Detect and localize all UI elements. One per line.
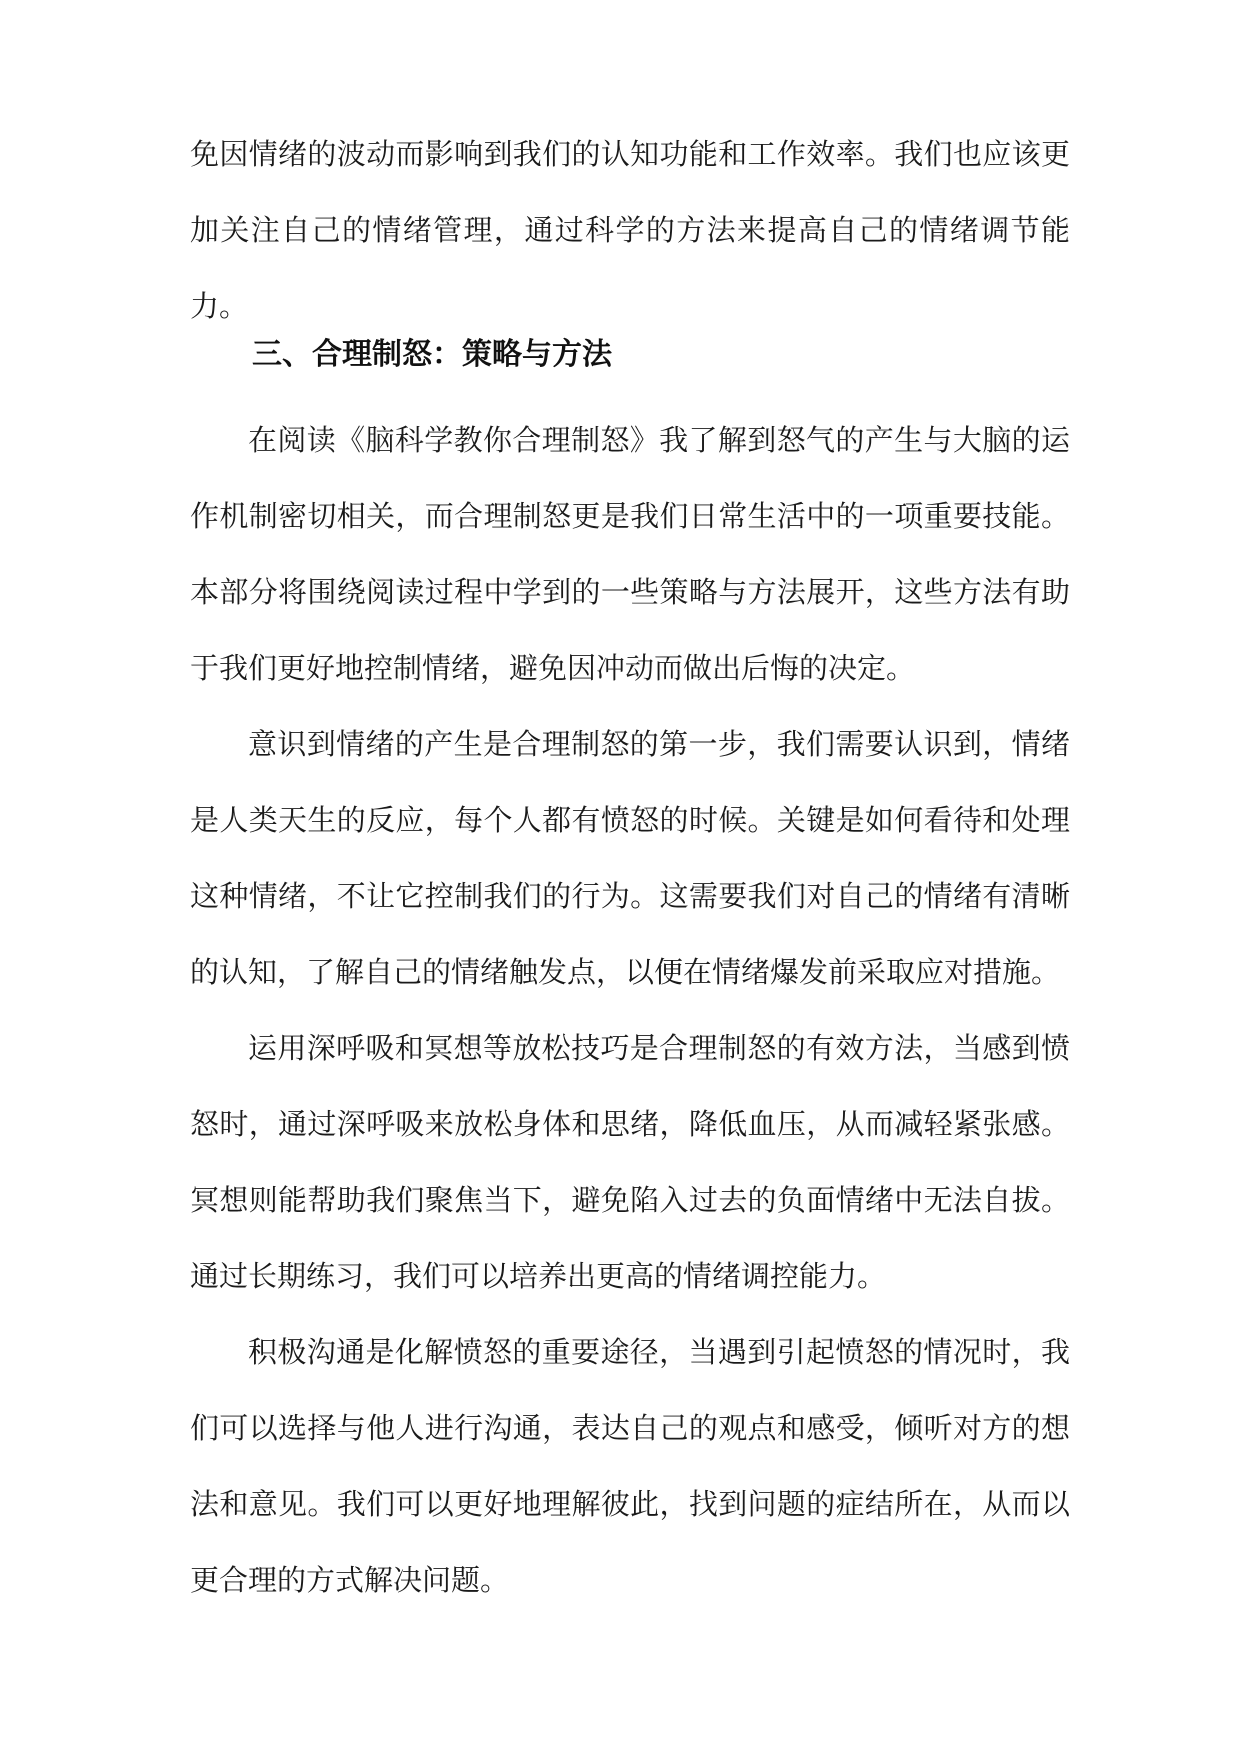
intro-paragraph: 免因情绪的波动而影响到我们的认知功能和工作效率。我们也应该更加关注自己的情绪管理，通过科学的方法来提高自己的情绪调节能力。 <box>190 137 1070 323</box>
paragraph-2: 意识到情绪的产生是合理制怒的第一步，我们需要认识到，情绪是人类天生的反应，每个人都有愤怒的时候。关键是如何看待和处理这种情绪，不让它控制我们的行为。这需要我们对自己的情绪有清晰的认知，了解自己的情绪触发点，以便在情绪爆发前采取应对措施。 <box>190 727 1070 989</box>
section-heading: 三、合理制怒：策略与方法 <box>252 337 612 372</box>
body-text-block <box>190 402 1070 1618</box>
paragraph-4: 积极沟通是化解愤怒的重要途径，当遇到引起愤怒的情况时，我们可以选择与他人进行沟通，表达自己的观点和感受，倾听对方的想法和意见。我们可以更好地理解彼此，找到问题的症结所在，从而以更合理的方式解决问题。 <box>190 1335 1070 1597</box>
paragraph-3: 运用深呼吸和冥想等放松技巧是合理制怒的有效方法，当感到愤怒时，通过深呼吸来放松身体和思绪，降低血压，从而减轻紧张感。冥想则能帮助我们聚焦当下，避免陷入过去的负面情绪中无法自拔。通过长期练习，我们可以培养出更高的情绪调控能力。 <box>190 1031 1070 1293</box>
intro-text-block <box>190 116 1070 344</box>
paragraph-1: 在阅读《脑科学教你合理制怒》我了解到怒气的产生与大脑的运作机制密切相关，而合理制怒更是我们日常生活中的一项重要技能。本部分将围绕阅读过程中学到的一些策略与方法展开，这些方法有助于我们更好地控制情绪，避免因冲动而做出后悔的决定。 <box>190 423 1070 685</box>
